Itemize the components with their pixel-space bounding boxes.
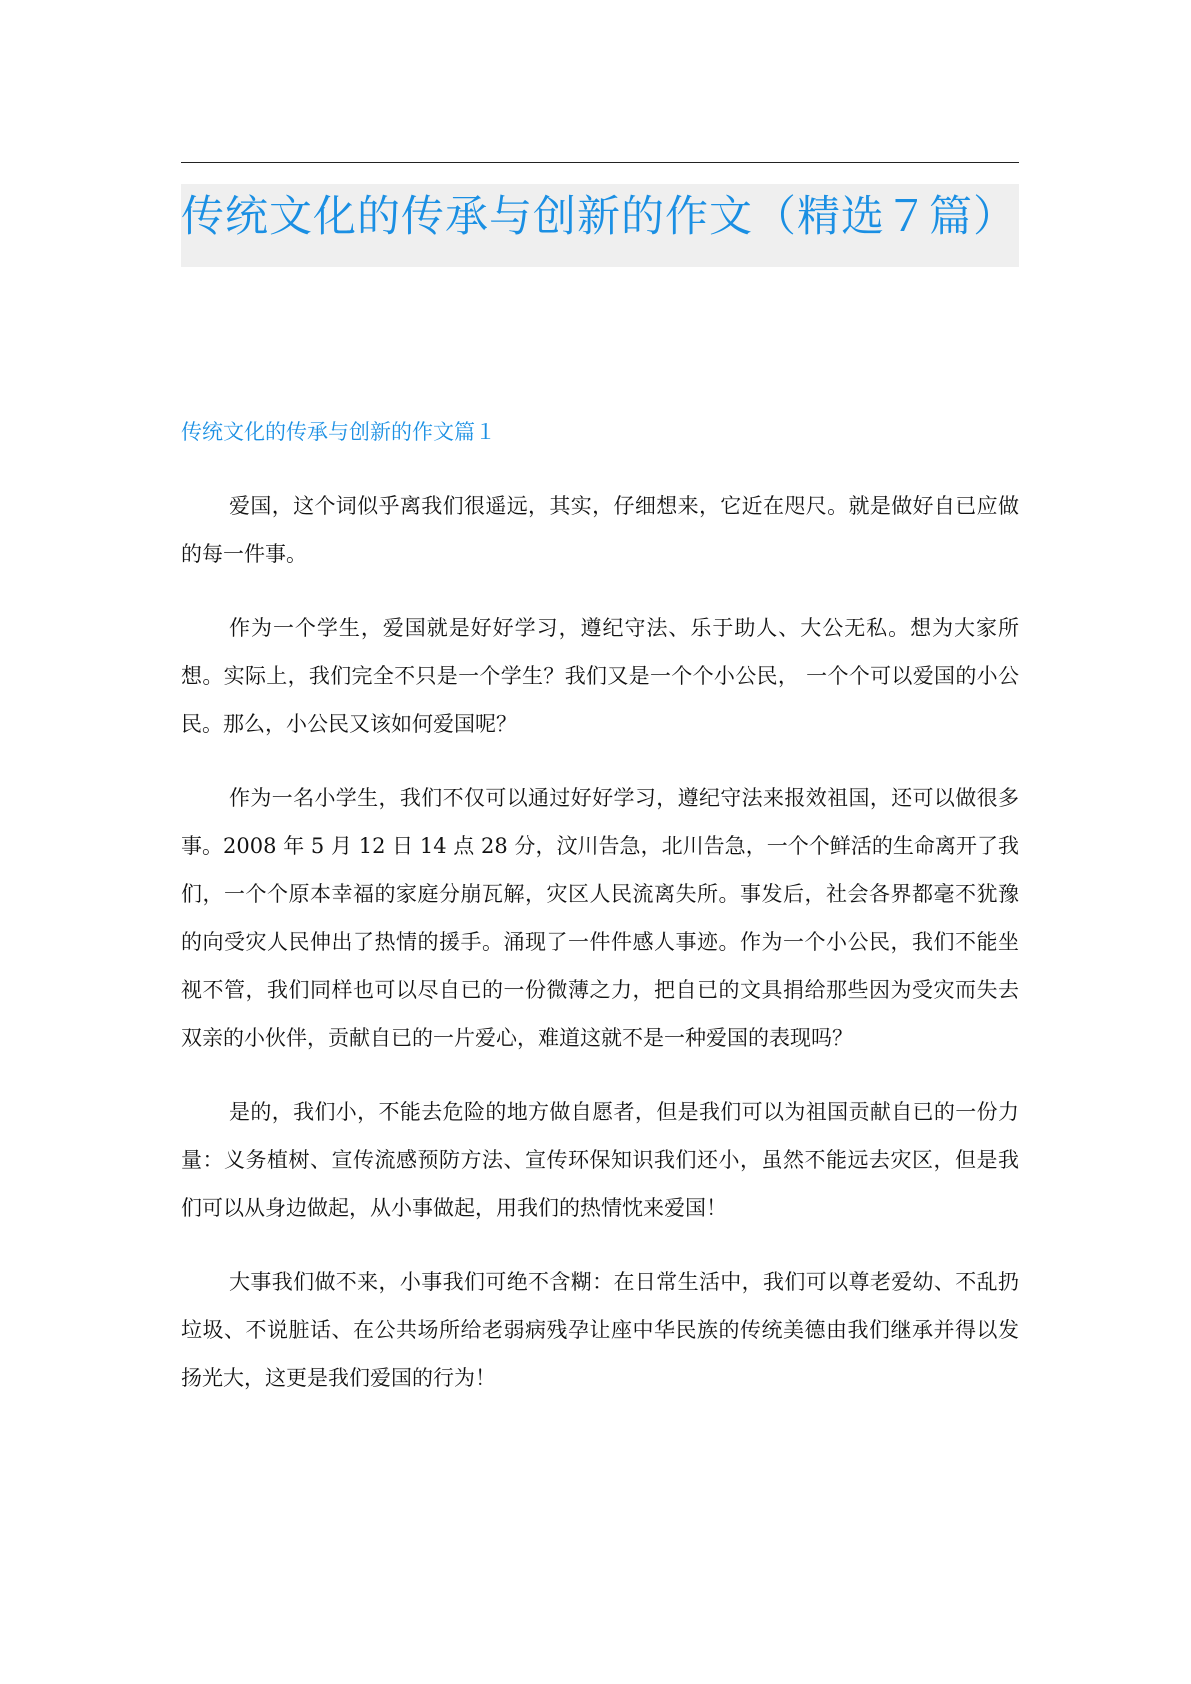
paragraph-3: 作为一名小学生，我们不仅可以通过好好学习，遵纪守法来报效祖国，还可以做很多事。2008 年 5 月 12 日 14 点 28 分，汶川告急，北川告急，一个个鲜活的生命离开了我们，一个个原本幸福的家庭分崩瓦解，灾区人民流离失所。事发后，社会各界都毫不犹豫的向受灾人民伸出了热情的援手。涌现了一件件感人事迹。作为一个小公民，我们不能坐视不管，我们同样也可以尽自已的一份微薄之力，把自已的文具捐给那些因为受灾而失去双亲的小伙伴，贡献自已的一片爱心，难道这就不是一种爱国的表现吗？ [181, 786, 1019, 1050]
header-rule [181, 162, 1019, 163]
section-heading: 传统文化的传承与创新的作文篇１ [181, 420, 496, 444]
document-title: 传统文化的传承与创新的作文（精选７篇） [181, 192, 1017, 242]
paragraph-1: 爱国，这个词似乎离我们很遥远，其实，仔细想来，它近在咫尺。就是做好自已应做的每一件事。 [181, 494, 1019, 566]
article-body [181, 482, 1019, 1428]
paragraph-5: 大事我们做不来，小事我们可绝不含糊：在日常生活中，我们可以尊老爱幼、不乱扔垃圾、不说脏话、在公共场所给老弱病残孕让座中华民族的传统美德由我们继承并得以发扬光大，这更是我们爱国的行为！ [181, 1270, 1019, 1390]
paragraph-4: 是的，我们小，不能去危险的地方做自愿者，但是我们可以为祖国贡献自已的一份力量：义务植树、宣传流感预防方法、宣传环保知识我们还小，虽然不能远去灾区，但是我们可以从身边做起，从小事做起，用我们的热情忱来爱国！ [181, 1100, 1019, 1220]
paragraph-2: 作为一个学生，爱国就是好好学习，遵纪守法、乐于助人、大公无私。想为大家所想。实际上，我们完全不只是一个学生？我们又是一个个小公民， 一个个可以爱国的小公民。那么，小公民又该如何爱国呢？ [181, 616, 1019, 736]
